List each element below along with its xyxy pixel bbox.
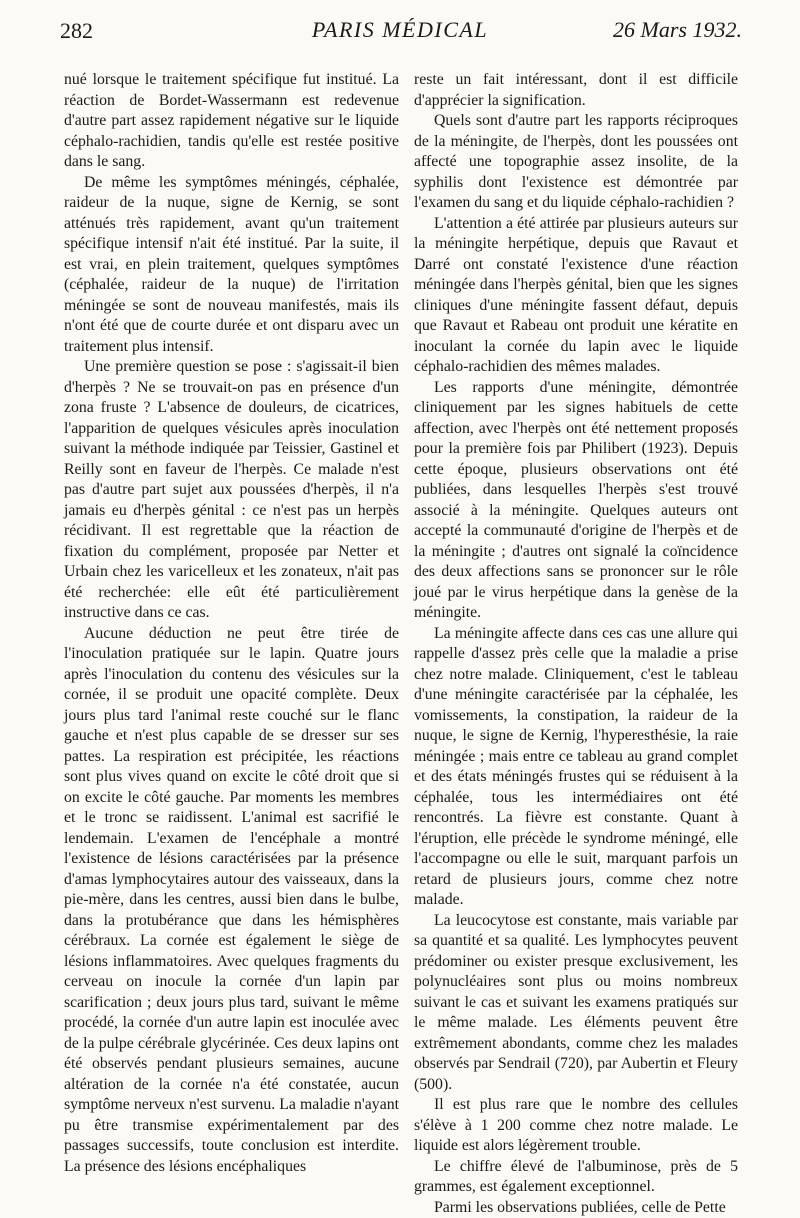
paragraph: Les rapports d'une méningite, démontrée cliniquement par les signes habituels de cette affection, avec l'herpès ont été nettement proposés pour la première fois par Philibert (1923). Depuis cette époque, plusieurs observations ont été publiées, dans lesquelles l'herpès s'est trouvé associé à la méningite. Quelques auteurs ont accepté la communauté d'origine de l'herpès et de la méningite ; d'autres ont signalé la coïncidence des deux affections sans se prononcer sur le rôle joué par le virus herpétique dans la genèse de la méningite. bbox=[414, 378, 738, 624]
paragraph: Aucune déduction ne peut être tirée de l'inoculation pratiquée sur le lapin. Quatre jours après l'inoculation du contenu des vésicules sur la cornée, il se produit une opacité complète. Deux jours plus tard l'animal reste couché sur le flanc gauche et n'est plus capable de se dresser sur ses pattes. La respiration est précipitée, les réactions sont plus vives quand on excite le côté droit que si on excite le côté gauche. Par moments les membres et le tronc se raidissent. L'animal est sacrifié le lendemain. L'examen de l'encéphale a montré l'existence de lésions caractérisées par la présence d'amas lymphocytaires autour des vaisseaux, dans la pie-mère, dans les centres, aussi bien dans le bulbe, dans la protubérance que dans les hémisphères cérébraux. La cornée est également le siège de lésions inflammatoires. Avec quelques fragments du cerveau on inocule la cornée d'un lapin par scarification ; deux jours plus tard, suivant le même procédé, la cornée d'un autre lapin est inoculée avec de la pulpe cérébrale glycérinée. Ces deux lapins ont été observés pendant plusieurs semaines, aucune altération de la cornée n'a été constatée, aucun symptôme nerveux n'est survenu. La maladie n'ayant pu être transmise expérimentalement par des passages successifs, toute conclusion est interdite. La présence des lésions encéphaliques bbox=[64, 624, 399, 1178]
paragraph: Il est plus rare que le nombre des cellules s'élève à 1 200 comme chez notre malade. Le liquide est alors légèrement trouble. bbox=[414, 1095, 738, 1157]
paragraph: reste un fait intéressant, dont il est difficile d'apprécier la signification. bbox=[414, 70, 738, 111]
paragraph: Parmi les observations publiées, celle de Pette bbox=[414, 1198, 738, 1218]
paragraph: La méningite affecte dans ces cas une allure qui rappelle d'assez près celle que la maladie a prise chez notre malade. Cliniquement, c'est le tableau d'une méningite caractérisée par la céphalée, les vomissements, la constipation, la raideur de la nuque, le signe de Kernig, l'hyperesthésie, la raie méningée ; mais entre ce tableau au grand complet et des états méningés frustes qui se réduisent à la céphalée, tous les intermédiaires ont été rencontrés. La fièvre est constante. Quant à l'éruption, elle précède le syndrome méningé, elle l'accompagne ou elle le suit, marquant parfois un retard de plusieurs jours, comme chez notre malade. bbox=[414, 624, 738, 911]
left-column bbox=[64, 70, 399, 1177]
issue-date: 26 Mars 1932. bbox=[613, 17, 742, 43]
page-header bbox=[0, 0, 800, 62]
paragraph: nué lorsque le traitement spécifique fut institué. La réaction de Bordet-Wassermann est redevenue d'autre part assez rapidement négative sur le liquide céphalo-rachidien, tandis qu'elle est restée positive dans le sang. bbox=[64, 70, 399, 173]
paragraph: Une première question se pose : s'agissait-il bien d'herpès ? Ne se trouvait-on pas en présence d'un zona fruste ? L'absence de douleurs, de cicatrices, l'apparition de quelques vésicules après inoculation suivant la méthode indiquée par Teissier, Gastinel et Reilly sont en faveur de l'herpès. Ce malade n'est pas d'autre part sujet aux poussées d'herpès, il n'a jamais eu d'herpès génital : ce n'est pas un herpès récidivant. Il est regrettable que la réaction de fixation du complément, proposée par Netter et Urbain chez les varicelleux et les zonateux, n'ait pas été recherchée: elle eût été particulièrement instructive dans ce cas. bbox=[64, 357, 399, 624]
right-column bbox=[414, 70, 738, 1218]
page-number: 282 bbox=[60, 18, 93, 44]
paragraph: Le chiffre élevé de l'albuminose, près de 5 grammes, est également exceptionnel. bbox=[414, 1157, 738, 1198]
paragraph: L'attention a été attirée par plusieurs auteurs sur la méningite herpétique, depuis que Ravaut et Darré ont constaté l'existence d'une réaction méningée dans l'herpès génital, bien que les signes cliniques d'une méningite fassent défaut, depuis que Ravaut et Rabeau ont produit une kératite en inoculant la cornée du lapin avec le liquide céphalo-rachidien des mêmes malades. bbox=[414, 214, 738, 378]
paragraph: La leucocytose est constante, mais variable par sa quantité et sa qualité. Les lymphocytes peuvent prédominer ou exister presque exclusivement, les polynucléaires sont plus ou moins nombreux suivant le cas et suivant les examens pratiqués sur le même malade. Les éléments peuvent être extrêmement abondants, comme chez les malades observés par Sendrail (720), par Aubertin et Fleury (500). bbox=[414, 911, 738, 1096]
paragraph: Quels sont d'autre part les rapports réciproques de la méningite, de l'herpès, dont les poussées ont affecté une topographie assez insolite, de la syphilis dont l'existence est démontrée par l'examen du sang et du liquide céphalo-rachidien ? bbox=[414, 111, 738, 214]
journal-title: PARIS MÉDICAL bbox=[0, 17, 800, 43]
paragraph: De même les symptômes méningés, céphalée, raideur de la nuque, signe de Kernig, se sont atténués très rapidement, avant qu'un traitement spécifique intensif n'ait été institué. Par la suite, il est vrai, en plein traitement, quelques symptômes (céphalée, raideur de la nuque) de l'irritation méningée se sont de nouveau manifestés, mais ils n'ont été que de courte durée et ont disparu avec un traitement plus intensif. bbox=[64, 173, 399, 358]
